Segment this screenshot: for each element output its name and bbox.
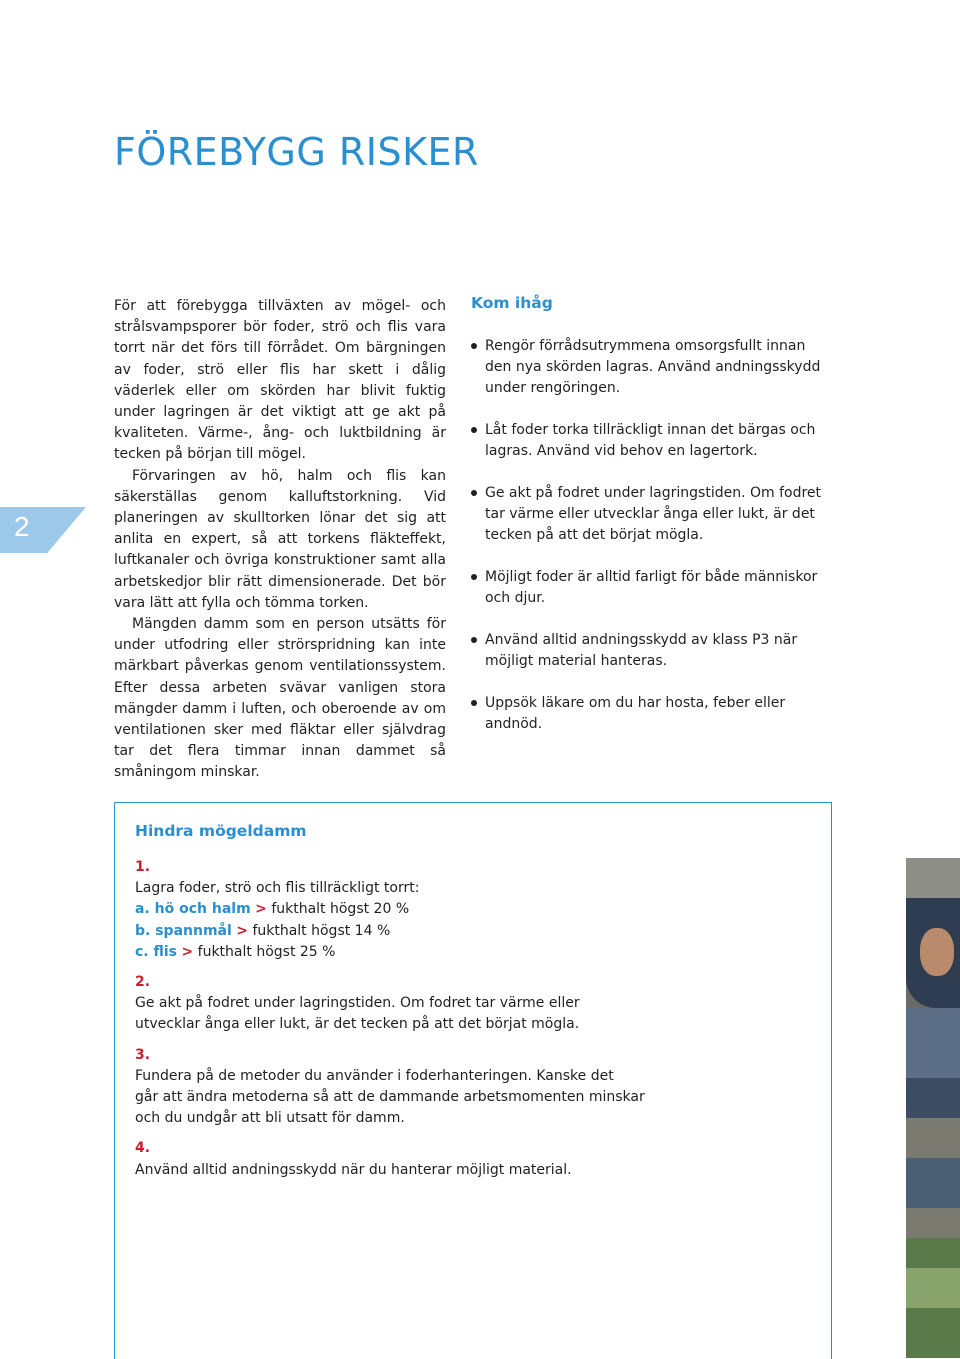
body-paragraph: Förvaringen av hö, halm och flis kan säkerställas genom kalluftstorkning. Vid planeringen av skulltorken lönar det sig att anlita en expert, så att torkens fläkteffekt, luftkanaler och övriga konstruktioner samt alla arbetskedjor blir rätt dimensionerade. Det bör vara lätt att fylla och tömma torken. xyxy=(114,467,446,611)
step-subitem-a xyxy=(135,899,755,920)
step-number: 1. xyxy=(135,859,151,875)
step-subitem-c xyxy=(135,942,755,963)
step-number: 4. xyxy=(135,1140,151,1157)
step-text: Lagra foder, strö och flis tillräckligt torrt: xyxy=(135,880,420,897)
page-number-tab xyxy=(0,507,86,553)
info-box-content xyxy=(135,857,755,1181)
step-text: utvecklar ånga eller lukt, är det tecken på att det börjat mögla. xyxy=(135,1016,580,1033)
remember-item: Använd alltid andningsskydd av klass P3 när möjligt material hanteras. xyxy=(471,630,831,672)
remember-item: Möjligt foder är alltid farligt för både människor och djur. xyxy=(471,567,831,609)
step-text: Fundera på de metoder du använder i foderhanteringen. Kanske det xyxy=(135,1067,614,1084)
info-box-title: Hindra mögeldamm xyxy=(135,822,307,840)
page-number: 2 xyxy=(14,511,30,542)
page-title: FÖREBYGG RISKER xyxy=(114,130,479,174)
arrow-glyph: > xyxy=(236,922,248,939)
step-text: och du undgår att bli utsatt för damm. xyxy=(135,1110,405,1127)
body-paragraph: För att förebygga tillväxten av mögel- och strålsvampsporer bör foder, strö och flis vara torrt när det förs till förrådet. Om bärgningen av foder, strö eller flis har skett i dålig väderlek eller om skörden har blivit fuktig under lagringen är det viktigt att ge akt på kvaliteten. Värme-, ång- och luktbildning är tecken på början till mögel. xyxy=(114,298,446,463)
body-paragraph: Mängden damm som en person utsätts för under utfodring eller strörspridning kan inte märkbart påverkas genom ventilationssystem. Efter dessa arbeten svävar vanligen stora mängder damm i luften, och oberoende av om ventilationen sker med fläktar eller självdrag tar det flera timmar innan dammet så småningom minskar. xyxy=(114,616,446,781)
remember-item: Uppsök läkare om du har hosta, feber eller andnöd. xyxy=(471,693,831,735)
step-subitem-b xyxy=(135,921,755,942)
arrow-glyph: > xyxy=(181,943,194,960)
farm-worker-photo xyxy=(906,858,960,1358)
remember-heading: Kom ihåg xyxy=(471,294,553,312)
step-text: Ge akt på fodret under lagringstiden. Om fodret tar värme eller xyxy=(135,995,580,1012)
subitem-label: b. spannmål xyxy=(135,922,232,939)
subitem-text: fukthalt högst 25 % xyxy=(197,943,336,960)
subitem-label: a. hö och halm xyxy=(135,901,251,918)
subitem-label: c. flis xyxy=(135,943,177,960)
body-text-column xyxy=(114,296,446,784)
step-text: går att ändra metoderna så att de dammande arbetsmomenten minskar xyxy=(135,1089,645,1106)
remember-item: Ge akt på fodret under lagringstiden. Om fodret tar värme eller utvecklar ånga eller lukt, är det tecken på att det börjat mögla. xyxy=(471,483,831,547)
step-text: Använd alltid andningsskydd när du hanterar möjligt material. xyxy=(135,1161,572,1178)
remember-item: Låt foder torka tillräckligt innan det bärgas och lagras. Använd vid behov en lagertork. xyxy=(471,420,831,462)
remember-item: Rengör förrådsutrymmena omsorgsfullt innan den nya skörden lagras. Använd andningsskydd under rengöringen. xyxy=(471,336,831,400)
remember-list xyxy=(471,336,831,756)
subitem-text: fukthalt högst 20 % xyxy=(271,901,410,918)
step-number: 3. xyxy=(135,1046,151,1063)
arrow-glyph: > xyxy=(255,901,267,918)
step-number: 2. xyxy=(135,974,151,991)
subitem-text: fukthalt högst 14 % xyxy=(252,922,391,939)
